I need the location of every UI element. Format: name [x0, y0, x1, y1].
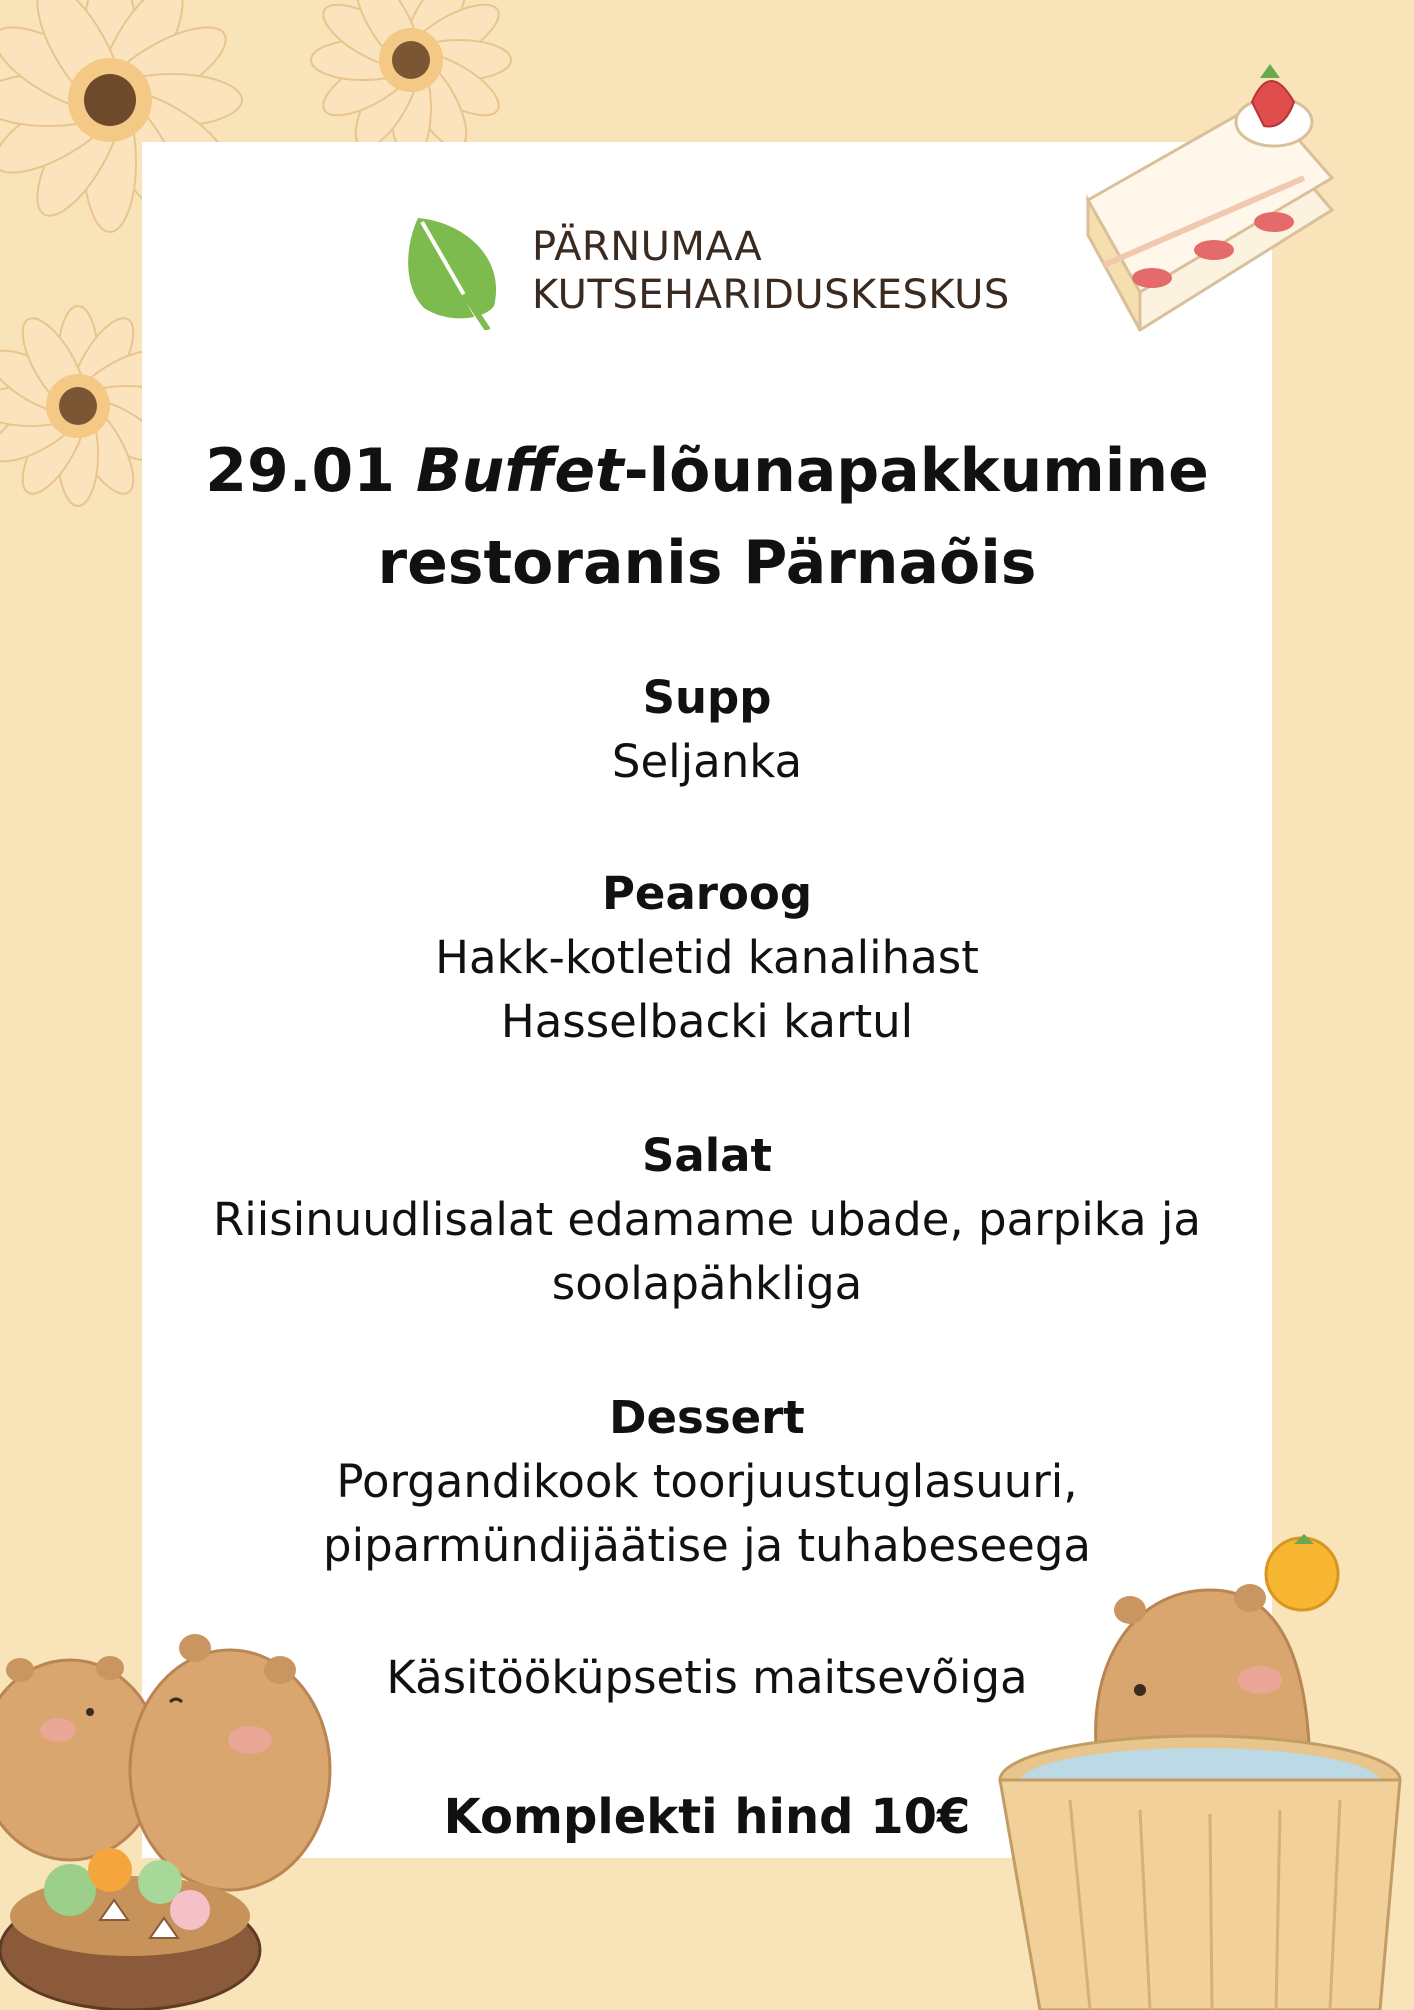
menu-item: Porgandikook toorjuustuglasuuri,: [336, 1455, 1078, 1508]
menu-item: piparmündijäätise ja tuhabeseega: [323, 1519, 1091, 1572]
menu-item: Seljanka: [611, 735, 803, 788]
title-buffet: Buffet: [415, 436, 624, 506]
menu-section-soup: [142, 666, 1272, 794]
title-date: 29.01: [205, 436, 396, 506]
title-line-1: [142, 425, 1272, 517]
menu-item: soolapähkliga: [551, 1257, 863, 1310]
section-heading: Salat: [641, 1129, 773, 1182]
page-title: [142, 425, 1272, 609]
logo-text-line2: KUTSEHARIDUSKESKUS: [532, 272, 1010, 318]
price-label: Komplekti hind 10€: [443, 1789, 971, 1845]
section-heading: Pearoog: [601, 867, 813, 920]
section-heading: Dessert: [609, 1391, 805, 1444]
flower-icon: [296, 0, 526, 160]
leaf-icon: [404, 208, 514, 330]
cake-icon: [1074, 60, 1344, 350]
menu-item: Hakk-kotletid kanalihast: [435, 931, 979, 984]
menu-section-salad: [142, 1124, 1272, 1316]
capybara-bath-illustration: [980, 1530, 1414, 2010]
title-rest: -lõunapakkumine: [623, 436, 1209, 506]
section-heading: Supp: [642, 671, 772, 724]
school-logo: [404, 208, 1024, 330]
capybara-hotpot-illustration: [0, 1620, 360, 2010]
title-line-2: restoranis Pärnaõis: [377, 528, 1037, 598]
logo-text-line1: PÄRNUMAA: [532, 224, 763, 270]
menu-section-main: [142, 862, 1272, 1054]
menu-item: Hasselbacki kartul: [500, 995, 914, 1048]
menu-item: Käsitööküpsetis maitsevõiga: [386, 1651, 1028, 1704]
menu-item: Riisinuudlisalat edamame ubade, parpika ja: [213, 1193, 1201, 1246]
